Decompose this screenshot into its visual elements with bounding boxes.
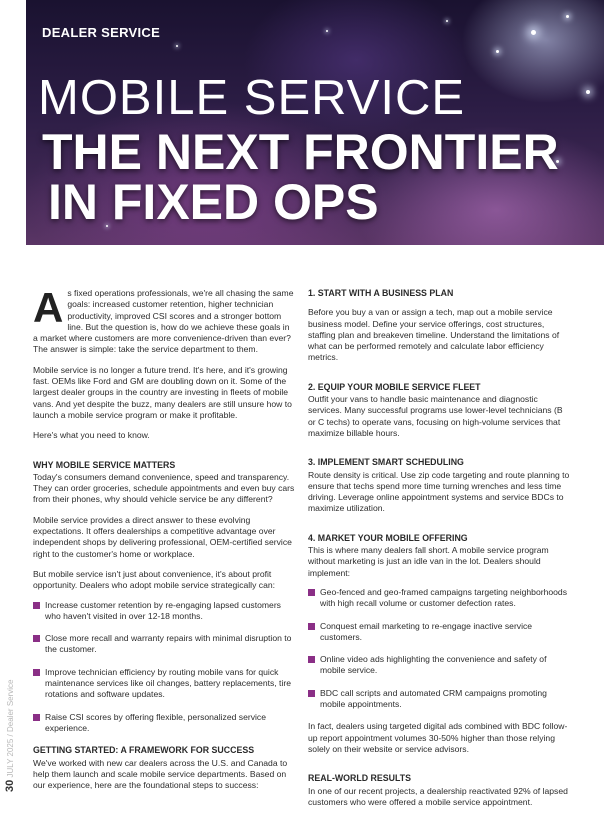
bullet-square-icon <box>308 589 315 596</box>
list-item-text: BDC call scripts and automated CRM campaigns promoting mobile appointments. <box>320 687 547 710</box>
paragraph: This is where many dealers fall short. A mobile service program without marketing is just an idle van in the lot. Dealers should implement: <box>308 545 549 578</box>
paragraph: In one of our recent projects, a dealership reactivated 92% of lapsed customers who were offered a mobile service appointment. <box>308 785 568 807</box>
star-graphic <box>586 90 590 94</box>
page-number: 30 <box>4 779 16 792</box>
list-item-text: Increase customer retention by re-engaging lapsed customers who haven't visited in over 12-18 months. <box>45 599 281 621</box>
issue-date: JULY 2025 <box>6 738 15 778</box>
star-graphic <box>496 50 499 53</box>
intro-text: s fixed operations professionals, we're all chasing the same goals: increased customer retention, higher technician productivity, improved CSI scores and a stronger bottom line. But the question is, how do we achieve these goals in a market where customers are more convenience-driven than ever? The answer is simple: take the service department to them. <box>33 288 294 355</box>
list-item-text: Close more recall and warranty repairs with minimal disruption to the customer. <box>45 633 292 655</box>
section-heading: 1. START WITH A BUSINESS PLAN <box>308 288 454 298</box>
headline-line-3: IN FIXED OPS <box>48 174 379 230</box>
list-item-text: Online video ads highlighting the convenience and safety of mobile service. <box>320 654 547 676</box>
section-heading: GETTING STARTED: A FRAMEWORK FOR SUCCESS <box>33 745 255 756</box>
list-item <box>308 688 570 711</box>
drop-cap: A <box>33 284 64 331</box>
bullet-square-icon <box>308 690 315 697</box>
star-graphic <box>566 15 569 18</box>
list-item <box>308 621 570 644</box>
section-tag: DEALER SERVICE <box>42 25 161 40</box>
bullet-square-icon <box>308 623 315 630</box>
paragraph: Mobile service provides a direct answer to these evolving expectations. It offers dealerships a competitive advantage over independent shops by delivering professional, OEM-certified service right to the customer's home or workplace. <box>33 514 292 559</box>
paragraph: Before you buy a van or assign a tech, map out a mobile service business model. Define your service offerings, cost structures, staffing plan and breakeven timeline. Understand the limitations of what can be performed remotely and calculate labor efficiency metrics. <box>308 307 560 363</box>
headline-line-2: THE NEXT FRONTIER <box>42 124 559 180</box>
list-item <box>33 633 295 656</box>
marketing-list <box>308 587 570 710</box>
headline-line-1: MOBILE SERVICE <box>38 71 466 125</box>
list-item-text: Raise CSI scores by offering flexible, personalized service experience. <box>45 711 266 733</box>
benefit-list <box>33 600 295 735</box>
bullet-square-icon <box>33 635 40 642</box>
section-heading: REAL-WORLD RESULTS <box>308 773 411 784</box>
paragraph: We've worked with new car dealers across the U.S. and Canada to help them launch and scale mobile service departments. Based on our experience, here are the foundational steps to success: <box>33 757 288 791</box>
list-item-text: Improve technician efficiency by routing mobile vans for quick maintenance services like oil changes, battery replacements, tire rotations and software updates. <box>45 666 291 700</box>
list-item-text: Geo-fenced and geo-framed campaigns targeting neighborhoods with high recall volume or customer defection rates. <box>320 586 567 609</box>
star-graphic <box>531 30 536 35</box>
publication-name: Dealer Service <box>6 679 15 732</box>
paragraph: Route density is critical. Use zip code targeting and route planning to ensure that techs spend more time turning wrenches and less time driving. Leverage online appointment systems and service BDCs to maximize utilization. <box>308 469 570 514</box>
bullet-square-icon <box>308 656 315 663</box>
bullet-square-icon <box>33 714 40 721</box>
paragraph: In fact, dealers using targeted digital ads combined with BDC follow-up report appointment volumes 30-50% higher than those relying solely on their website or service advisors. <box>308 721 568 754</box>
bullet-square-icon <box>33 602 40 609</box>
paragraph: Here's what you need to know. <box>33 430 150 441</box>
paragraph: Today's consumers demand convenience, speed and transparency. They can order groceries, schedule appointments and even buy cars from their phones, why should vehicle service be any different? <box>33 471 295 505</box>
paragraph: But mobile service isn't just about convenience, it's about profit opportunity. Dealers who adopt mobile service strategically can: <box>33 568 276 591</box>
star-graphic <box>326 30 328 32</box>
left-column <box>33 284 295 800</box>
list-item <box>33 667 295 701</box>
section-heading: WHY MOBILE SERVICE MATTERS <box>33 459 176 470</box>
star-graphic <box>176 45 178 47</box>
right-column <box>308 288 570 817</box>
hero-banner <box>26 0 604 245</box>
list-item <box>33 712 295 735</box>
intro-paragraph <box>33 284 295 356</box>
paragraph: Outfit your vans to handle basic maintenance and diagnostic services. Many successful programs use lower-level technicians (B or C techs) to operate vans, focusing on high-volume services that maximize billable hours. <box>308 394 563 438</box>
list-item <box>33 600 295 623</box>
section-heading: 4. MARKET YOUR MOBILE OFFERING <box>308 532 468 543</box>
list-item <box>308 587 570 610</box>
paragraph: Mobile service is no longer a future trend. It's here, and it's growing fast. OEMs like Ford and GM are doubling down on it. Some of the largest dealer groups in the country are investing in fleets of mobile vans. And yet despite the buzz, many dealers are still unsure how to launch a mobile service program or make it profitable. <box>33 364 292 420</box>
star-graphic <box>446 20 448 22</box>
section-heading: 2. EQUIP YOUR MOBILE SERVICE FLEET <box>308 381 481 392</box>
footer-separator: / <box>6 734 15 737</box>
bullet-square-icon <box>33 669 40 676</box>
list-item-text: Conquest email marketing to re-engage inactive service customers. <box>320 620 533 642</box>
list-item <box>308 654 570 677</box>
section-heading: 3. IMPLEMENT SMART SCHEDULING <box>308 457 464 468</box>
page-footer-vertical <box>4 680 16 793</box>
